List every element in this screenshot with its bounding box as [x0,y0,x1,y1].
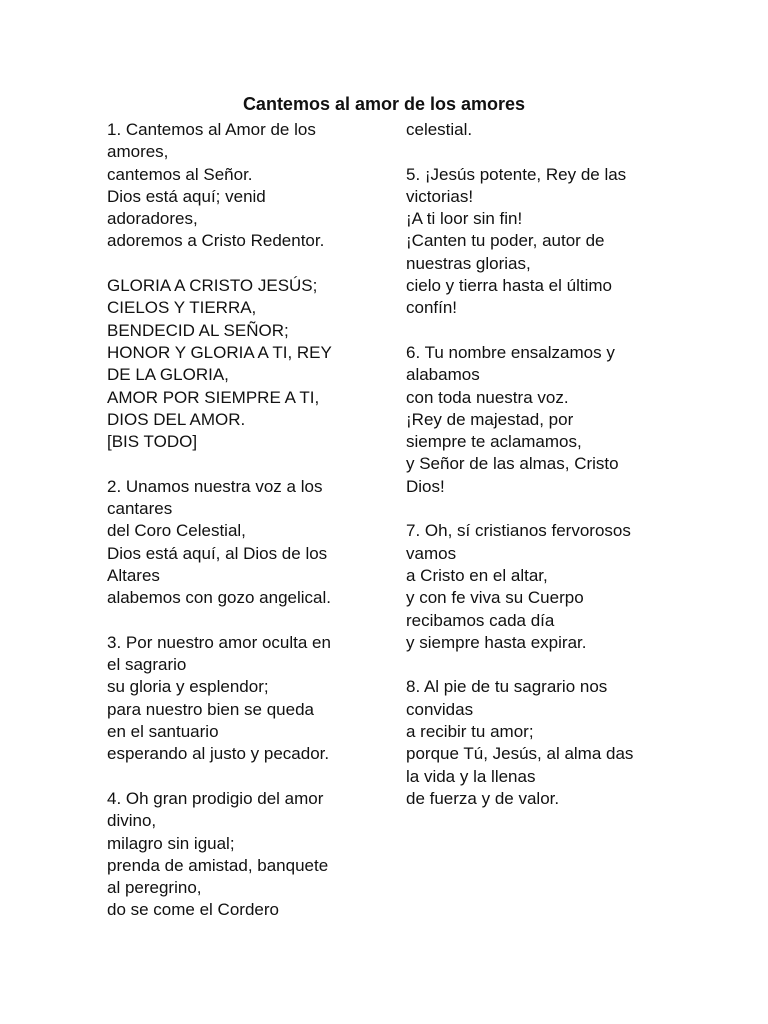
stanza [406,119,676,141]
verse-line: nuestras glorias, [406,253,531,273]
verse-line: milagro sin igual; [107,833,235,853]
verse-line: DIOS DEL AMOR. [107,409,246,429]
verse-line: ¡Rey de majestad, por [406,409,574,429]
verse-line: celestial. [406,120,473,139]
verse-line: alabamos [406,365,480,385]
verse-line: 3. Por nuestro amor oculta en [107,632,331,652]
verse-line: siempre te aclamamos, [406,432,582,452]
verse-line: confín! [406,298,458,318]
verse-line: a Cristo en el altar, [406,565,548,585]
verse-line: 5. ¡Jesús potente, Rey de las [406,164,627,184]
stanza [406,342,676,498]
verse-line: Dios está aquí, al Dios de los [107,543,328,563]
verse-line: para nuestro bien se queda [107,699,314,719]
verse-line: cielo y tierra hasta el último [406,276,612,296]
verse-line: HONOR Y GLORIA A TI, REY [107,342,332,362]
verse-line: cantemos al Señor. [107,164,253,184]
stanza [107,632,392,766]
verse-line: 2. Unamos nuestra voz a los [107,476,323,496]
verse-line: do se come el Cordero [107,900,279,920]
verse-line: adoremos a Cristo Redentor. [107,231,325,251]
verse-line: el sagrario [107,655,187,675]
verse-line: al peregrino, [107,878,202,898]
verse-line: victorias! [406,186,474,206]
verse-line: divino, [107,811,157,831]
verse-line: porque Tú, Jesús, al alma das [406,744,634,764]
verse-line: la vida y la llenas [406,766,536,786]
right-column [406,119,676,810]
verse-line: con toda nuestra voz. [406,387,569,407]
verse-line: esperando al justo y pecador. [107,744,330,764]
verse-line: CIELOS Y TIERRA, [107,298,257,318]
verse-line: prenda de amistad, banquete [107,855,329,875]
verse-line: 8. Al pie de tu sagrario nos [406,677,608,697]
stanza [107,119,392,253]
left-column [107,119,392,922]
verse-line: en el santuario [107,722,219,742]
verse-line: 4. Oh gran prodigio del amor [107,788,324,808]
stanza [107,476,392,610]
verse-line: amores, [107,142,169,162]
verse-line: AMOR POR SIEMPRE A TI, [107,387,320,407]
verse-line: y con fe viva su Cuerpo [406,588,584,608]
verse-line: recibamos cada día [406,610,555,630]
verse-line: GLORIA A CRISTO JESÚS; [107,276,318,296]
stanza [107,788,392,922]
stanza [406,676,676,810]
verse-line: 6. Tu nombre ensalzamos y [406,342,615,362]
stanza [406,520,676,654]
verse-line: alabemos con gozo angelical. [107,588,331,608]
verse-line: 1. Cantemos al Amor de los [107,120,316,139]
verse-line: 7. Oh, sí cristianos fervorosos [406,521,631,541]
verse-line: a recibir tu amor; [406,722,534,742]
verse-line: y Señor de las almas, Cristo [406,454,619,474]
verse-line: Dios está aquí; venid [107,186,266,206]
verse-line: ¡Canten tu poder, autor de [406,231,605,251]
verse-line: convidas [406,699,474,719]
verse-line: su gloria y esplendor; [107,677,269,697]
verse-line: y siempre hasta expirar. [406,632,587,652]
verse-line: [BIS TODO] [107,432,198,452]
verse-line: ¡A ti loor sin fin! [406,209,523,229]
stanza [107,275,392,453]
verse-line: de fuerza y de valor. [406,788,560,808]
verse-line: Altares [107,565,160,585]
page-title: Cantemos al amor de los amores [242,94,526,114]
verse-line: cantares [107,499,173,519]
verse-line: BENDECID AL SEÑOR; [107,320,289,340]
verse-line: adoradores, [107,209,198,229]
verse-line: Dios! [406,476,445,496]
stanza [406,164,676,320]
verse-line: del Coro Celestial, [107,521,246,541]
verse-line: vamos [406,543,457,563]
verse-line: DE LA GLORIA, [107,365,229,385]
